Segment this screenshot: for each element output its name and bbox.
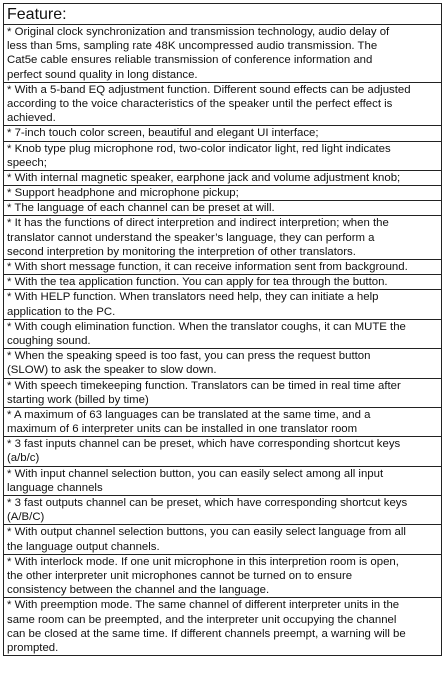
feature-row: [4, 142, 441, 171]
feature-row: [4, 467, 441, 496]
feature-text-line: translator cannot understand the speaker’s language, they can perform a: [7, 231, 375, 244]
feature-row: [4, 320, 441, 349]
feature-text-line: can be closed at the same time. If different channels preempt, a warning will be: [7, 627, 406, 640]
feature-text-line: (SLOW) to ask the speaker to slow down.: [7, 364, 217, 377]
feature-text-line: * With HELP function. When translators need help, they can initiate a help: [7, 291, 379, 304]
feature-text-line: * A maximum of 63 languages can be translated at the same time, and a: [7, 408, 371, 421]
feature-text-line: * With internal magnetic speaker, earphone jack and volume adjustment knob;: [7, 171, 401, 184]
feature-row: [4, 260, 441, 275]
feature-text-line: * Knob type plug microphone rod, two-color indicator light, red light indicates: [7, 142, 391, 155]
feature-text-line: * With speech timekeeping function. Translators can be timed in real time after: [7, 379, 401, 392]
feature-header: Feature:: [4, 4, 441, 25]
feature-text-line: (A/B/C): [7, 511, 45, 524]
feature-text-line: * With preemption mode. The same channel of different interpreter units in the: [7, 599, 400, 612]
feature-text-line: same room can be preempted, and the interpreter unit occupying the channel: [7, 613, 397, 626]
feature-text-line: * 3 fast inputs channel can be preset, which have corresponding shortcut keys: [7, 438, 401, 451]
feature-table: [3, 3, 442, 656]
feature-row: [4, 171, 441, 186]
feature-text-line: application to the PC.: [7, 305, 116, 318]
feature-list: [4, 25, 441, 655]
feature-text-line: * 3 fast outputs channel can be preset, which have corresponding shortcut keys: [7, 497, 408, 509]
feature-text-line: coughing sound.: [7, 334, 91, 347]
feature-text-line: the language output channels.: [7, 540, 160, 553]
feature-row: [4, 496, 441, 525]
feature-text-line: * Support headphone and microphone pickup;: [7, 187, 239, 200]
feature-text-line: * When the speaking speed is too fast, you can press the request button: [7, 350, 371, 363]
feature-row: [4, 379, 441, 408]
feature-text-line: achieved.: [7, 112, 56, 125]
feature-text-line: * It has the functions of direct interpretion and indirect interpretion; when the: [7, 217, 389, 230]
feature-row: [4, 216, 441, 260]
feature-row: [4, 349, 441, 378]
feature-row: [4, 408, 441, 437]
feature-text-line: * 7-inch touch color screen, beautiful and elegant UI interface;: [7, 127, 319, 140]
feature-text-line: according to the voice characteristics of the speaker until the perfect effect is: [7, 97, 393, 110]
feature-text-line: * With input channel selection button, you can easily select among all input: [7, 467, 384, 480]
feature-text-line: * With short message function, it can receive information sent from background.: [7, 261, 408, 273]
feature-row: [4, 437, 441, 466]
feature-row: [4, 186, 441, 201]
feature-row: [4, 201, 441, 216]
feature-text-line: * With interlock mode. If one unit microphone in this interpretion room is open,: [7, 555, 399, 568]
feature-text-line: consistency between the channel and the language.: [7, 584, 270, 597]
feature-text-line: * With the tea application function. You can apply for tea through the button.: [7, 276, 388, 289]
feature-text-line: prompted.: [7, 641, 59, 654]
feature-row: [4, 275, 441, 290]
feature-text-line: * With cough elimination function. When the translator coughs, it can MUTE the: [7, 320, 406, 333]
feature-text-line: maximum of 6 interpreter units can be installed in one translator room: [7, 423, 358, 436]
feature-text-line: second interpretion by monitoring the interpretion of other translators.: [7, 245, 356, 258]
feature-row: [4, 83, 441, 127]
feature-text-line: * Original clock synchronization and transmission technology, audio delay of: [7, 26, 390, 38]
feature-text-line: * With a 5-band EQ adjustment function. Different sound effects can be adjusted: [7, 83, 411, 96]
feature-text-line: * The language of each channel can be preset at will.: [7, 202, 275, 215]
feature-row: [4, 598, 441, 655]
feature-text-line: starting work (billed by time): [7, 393, 149, 406]
feature-row: [4, 555, 441, 599]
feature-text-line: Cat5e cable ensures reliable transmission of conference information and: [7, 54, 373, 67]
feature-text-line: speech;: [7, 156, 47, 169]
feature-text-line: less than 5ms, sampling rate 48K uncompressed audio transmission. The: [7, 40, 378, 53]
feature-row: [4, 126, 441, 141]
feature-text-line: language channels: [7, 481, 103, 494]
feature-text-line: perfect sound quality in long distance.: [7, 68, 198, 81]
feature-text-line: * With output channel selection buttons, you can easily select language from all: [7, 526, 406, 539]
feature-row: [4, 290, 441, 319]
feature-row: [4, 25, 441, 83]
feature-text-line: (a/b/c): [7, 452, 40, 465]
feature-text-line: the other interpreter unit microphones cannot be turned on to ensure: [7, 569, 353, 582]
feature-row: [4, 525, 441, 554]
